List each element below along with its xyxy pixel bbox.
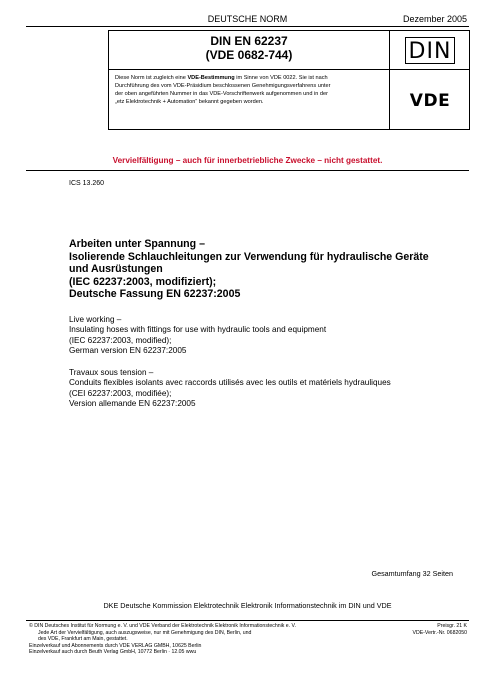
order-number: VDE-Vertr.-Nr. 0682050 xyxy=(412,629,467,636)
title-box-divider xyxy=(109,69,469,70)
header-divider xyxy=(26,26,469,27)
ics-code: ICS 13.260 xyxy=(69,180,105,187)
reproduction-notice: Vervielfältigung – auch für innerbetriebliche Zwecke – nicht gestattet. xyxy=(112,156,383,165)
vde-logo: VDE xyxy=(409,91,451,111)
standard-number: DIN EN 62237 xyxy=(210,34,288,48)
german-title: Arbeiten unter Spannung – Isolierende Schlauchleitungen zur Verwendung für hydraulische Geräte und Ausrüstungen (IEC 62237:2003, modifiziert); Deutsche Fassung EN 62237:2005 xyxy=(69,238,429,300)
issue-date: Dezember 2005 xyxy=(402,14,467,24)
vde-notice: Diese Norm ist zugleich eine VDE-Bestimmung im Sinne von VDE 0022. Sie ist nach Durchführung des vom VDE-Präsidium beschlossenen Genehmigungsverfahrens unter der oben angeführten Nummer in das VDE-Vorschriftenwerk aufgenommen und in der „etz Elektrotechnik + Automation“ bekannt gegeben worden. xyxy=(115,75,331,105)
committee-line: DKE Deutsche Kommission Elektrotechnik Elektronik Informationstechnik im DIN und VDE xyxy=(103,601,392,610)
footer-divider xyxy=(26,620,469,621)
footer-price xyxy=(413,623,468,636)
price-group: Preisgr. 21 K xyxy=(437,623,467,629)
notice-divider xyxy=(26,170,469,171)
norm-label: DEUTSCHE NORM xyxy=(207,14,288,24)
english-title: Live working – Insulating hoses with fittings for use with hydraulic tools and equipment (IEC 62237:2003, modified); German version EN 62237:2005 xyxy=(69,315,327,355)
title-box xyxy=(108,30,470,130)
french-title: Travaux sous tension – Conduits flexibles isolants avec raccords utilisés avec les outils et matériels hydrauliques (CEI 62237:2003, modifiée); Version allemande EN 62237:2005 xyxy=(69,368,391,408)
din-logo: DIN xyxy=(405,37,455,64)
logo-column-divider xyxy=(389,31,390,129)
vde-classification: (VDE 0682-744) xyxy=(205,48,293,62)
footer-copyright: © DIN Deutsches Institut für Normung e. V. und VDE Verband der Elektrotechnik Elektronik Informationstechnik e. V. Jede Art der Vervielfältigung, auch auszugsweise, nur mit Genehmigung des DIN, Berlin, und des VDE, Frankfurt am Main, gestattet. Einzelverkauf und Abonnements durch VDE VERLAG GMBH, 10625 Berlin Einzelverkauf auch durch Beuth Verlag GmbH, 10772 Berlin · 12.05 wwu xyxy=(29,623,296,655)
total-pages: Gesamtumfang 32 Seiten xyxy=(371,569,453,578)
